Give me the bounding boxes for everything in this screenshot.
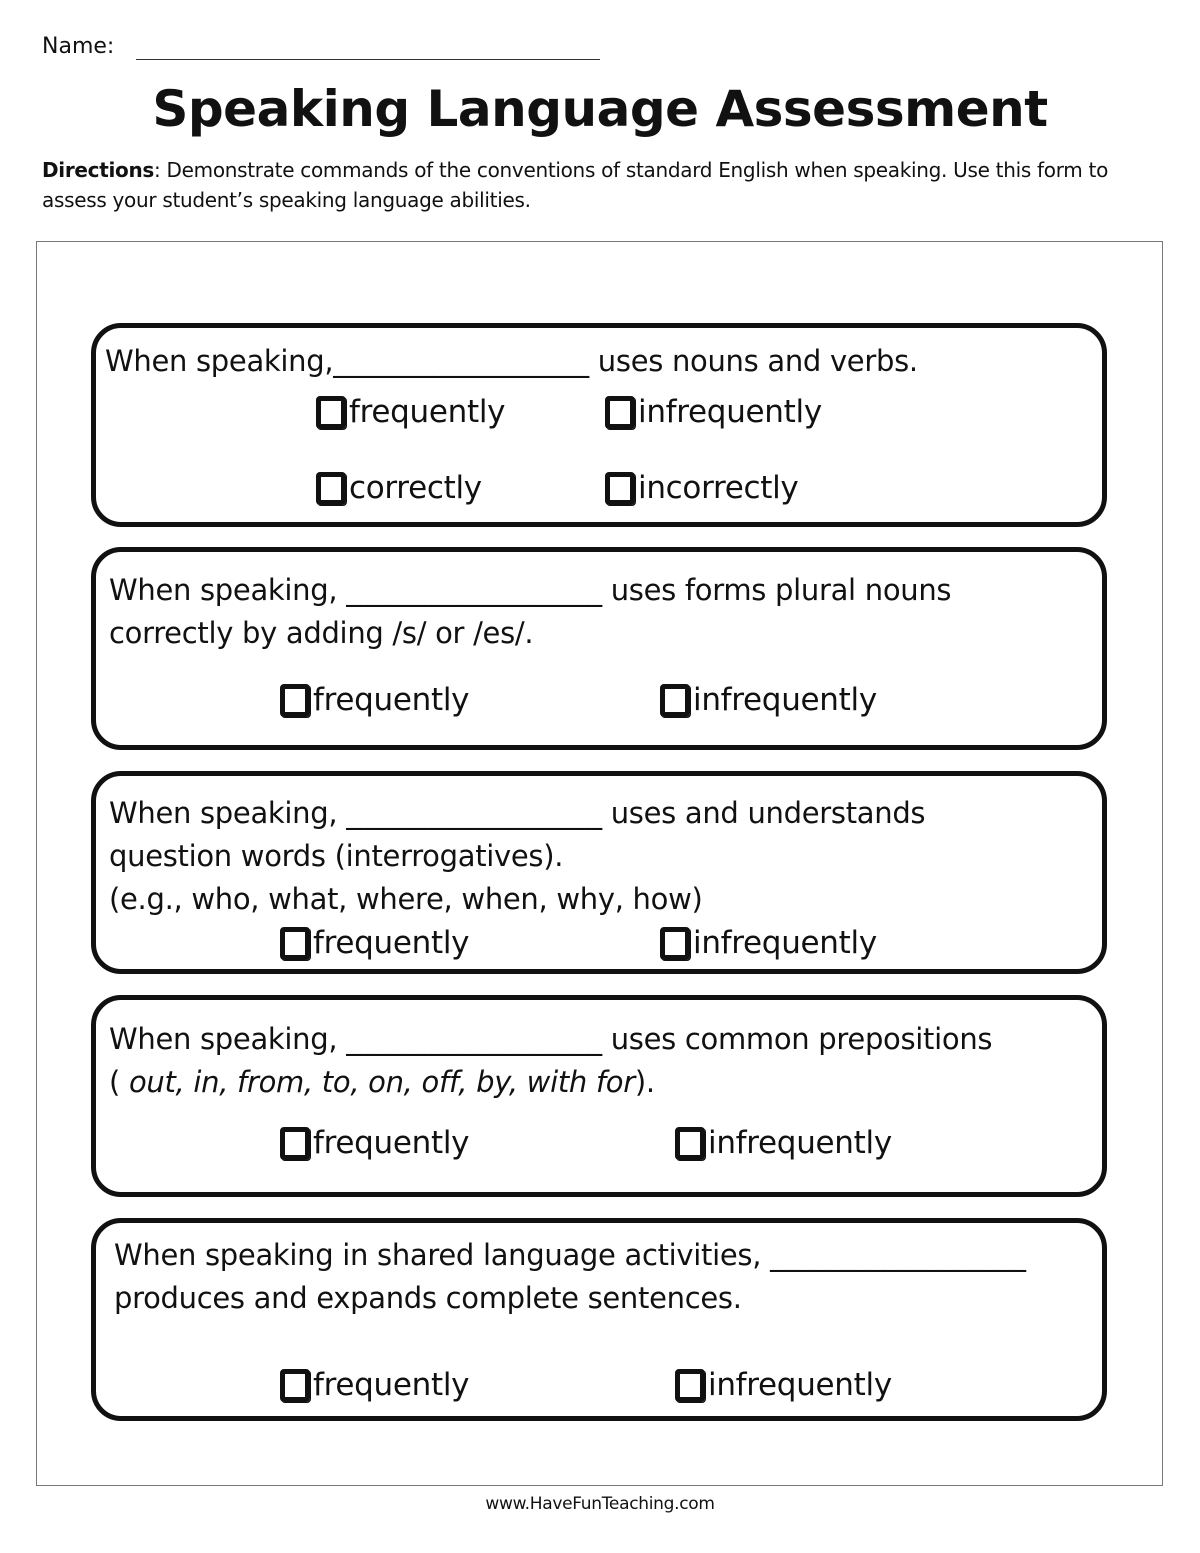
page-title: Speaking Language Assessment	[152, 80, 1048, 138]
directions-text: : Demonstrate commands of the conventions of standard English when speaking. Use this form to assess your student’s speaking language abilities.	[42, 158, 1109, 212]
checkbox-icon[interactable]	[316, 472, 346, 505]
option-label: infrequently	[708, 1367, 892, 1403]
card-3-option-frequently[interactable]	[280, 925, 469, 961]
card-2-option-infrequently[interactable]	[660, 682, 877, 718]
card-3-prompt-line-1: When speaking, __________________ uses and understands	[109, 796, 926, 830]
footer-url: www.HaveFunTeaching.com	[485, 1494, 715, 1514]
option-label: incorrectly	[638, 470, 799, 506]
checkbox-icon[interactable]	[280, 1369, 310, 1402]
checkbox-icon[interactable]	[605, 396, 635, 429]
checkbox-icon[interactable]	[280, 684, 310, 717]
checkbox-icon[interactable]	[660, 684, 690, 717]
checkbox-icon[interactable]	[675, 1369, 705, 1402]
option-label: infrequently	[693, 682, 877, 718]
option-label: infrequently	[693, 925, 877, 961]
assessment-card-5	[91, 1218, 1107, 1421]
card-3-option-infrequently[interactable]	[660, 925, 877, 961]
card-2-option-frequently[interactable]	[280, 682, 469, 718]
close-paren: ).	[634, 1065, 655, 1099]
option-label: frequently	[313, 1367, 470, 1403]
checkbox-icon[interactable]	[660, 927, 690, 960]
card-2-prompt-line-2: correctly by adding /s/ or /es/.	[109, 616, 534, 650]
card-4-option-infrequently[interactable]	[675, 1125, 892, 1161]
option-label: frequently	[313, 925, 470, 961]
card-4-prompt-line-2	[109, 1061, 655, 1104]
card-4-option-frequently[interactable]	[280, 1125, 469, 1161]
assessment-card-2	[91, 547, 1107, 750]
card-1-prompt-line-1: When speaking,__________________ uses nouns and verbs.	[105, 344, 918, 378]
name-label: Name:	[42, 34, 115, 59]
card-3-prompt-line-2: question words (interrogatives).	[109, 839, 564, 873]
card-1-option-infrequently[interactable]	[605, 394, 822, 430]
option-label: correctly	[349, 470, 482, 506]
card-1-option-correctly[interactable]	[316, 470, 482, 506]
checkbox-icon[interactable]	[675, 1127, 705, 1160]
name-line[interactable]	[136, 59, 600, 60]
assessment-card-1	[91, 323, 1107, 527]
card-1-option-frequently[interactable]	[316, 394, 505, 430]
checkbox-icon[interactable]	[280, 927, 310, 960]
card-1-option-incorrectly[interactable]	[605, 470, 798, 506]
option-label: frequently	[313, 682, 470, 718]
checkbox-icon[interactable]	[605, 472, 635, 505]
checkbox-icon[interactable]	[316, 396, 346, 429]
card-4-prompt-line-1: When speaking, __________________ uses common prepositions	[109, 1022, 993, 1056]
assessment-card-4	[91, 995, 1107, 1197]
card-5-option-frequently[interactable]	[280, 1367, 469, 1403]
card-5-prompt-line-1: When speaking in shared language activities, __________________	[114, 1238, 1026, 1272]
option-label: frequently	[349, 394, 506, 430]
option-label: infrequently	[708, 1125, 892, 1161]
card-5-prompt-line-2: produces and expands complete sentences.	[114, 1281, 742, 1315]
option-label: frequently	[313, 1125, 470, 1161]
assessment-card-3	[91, 771, 1107, 974]
card-2-prompt-line-1: When speaking, __________________ uses forms plural nouns	[109, 573, 952, 607]
open-paren: (	[109, 1065, 121, 1099]
card-3-prompt-line-3: (e.g., who, what, where, when, why, how)	[109, 882, 703, 916]
option-label: infrequently	[638, 394, 822, 430]
directions-label: Directions	[42, 158, 155, 182]
card-5-option-infrequently[interactable]	[675, 1367, 892, 1403]
checkbox-icon[interactable]	[280, 1127, 310, 1160]
directions	[42, 155, 1162, 215]
preposition-examples: out, in, from, to, on, off, by, with for	[128, 1065, 635, 1099]
